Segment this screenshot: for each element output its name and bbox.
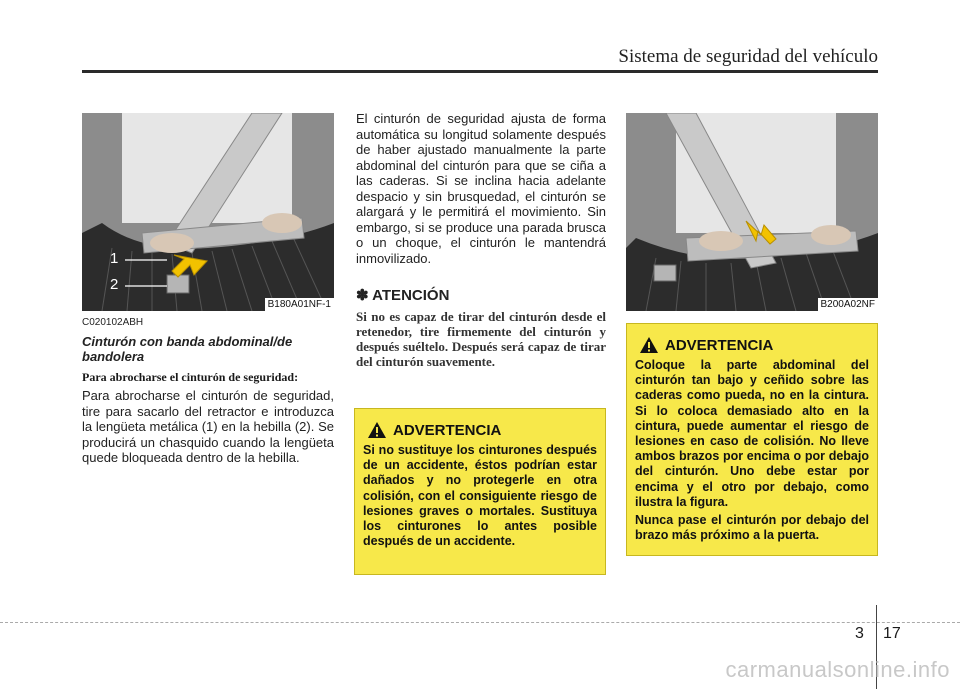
figure-code: B180A01NF-1 — [265, 298, 334, 311]
warning-text-2: Nunca pase el cinturón por debajo del brazo más próximo a la puerta. — [635, 513, 869, 543]
footer-dashed-line — [0, 622, 960, 623]
attention-title: ✽ ATENCIÓN — [356, 287, 450, 304]
seatbelt-position-photo — [626, 113, 878, 311]
section-paragraph: Para abrocharse el cinturón de seguridad, tire para sacarlo del retractor e introduzca la lengüeta metálica (1) en la hebilla (2). Se producirá un chasquido cuando la lengüeta quede bloqueada dentro de la hebilla. — [82, 388, 334, 465]
section-code: C020102ABH — [82, 317, 144, 328]
chapter-number: 3 — [855, 625, 864, 642]
left-column — [82, 317, 334, 466]
page-number: 17 — [883, 625, 901, 642]
warning-text-1: Coloque la parte abdominal del cinturón tan bajo y ceñido sobre las caderas como pueda, no en la cintura. Si lo coloca demasiado alto en la cintura, puede aumentar el riesgo de lesiones en caso de colisión. No lleve ambos brazos por encima o por debajo del cinturón. Uno debe estar por encima y el otro por debajo, como ilustra la figura. — [635, 358, 869, 509]
watermark: carmanualsonline.info — [725, 657, 950, 682]
attention-text: Si no es capaz de tirar del cinturón desde el retenedor, tire firmemente del cinturón y después suéltelo. Después será capaz de tirar del cinturón suavemente. — [356, 309, 606, 369]
warning-title: ADVERTENCIA — [665, 336, 774, 354]
section-subtitle: Cinturón con banda abdominal/de bandolera — [82, 334, 293, 364]
warning-box-right — [626, 323, 878, 556]
warning-title: ADVERTENCIA — [393, 421, 502, 439]
section-heading: Para abrocharse el cinturón de seguridad: — [82, 370, 299, 384]
page-header-title: Sistema de seguridad del vehículo — [618, 46, 878, 67]
warning-triangle-icon — [367, 421, 387, 439]
warning-triangle-icon — [639, 336, 659, 354]
callout-label-1: 1 — [110, 250, 119, 267]
warning-box-left — [354, 408, 606, 575]
warning-text: Si no sustituye los cinturones después de un accidente, éstos podrían estar dañados y no protegerle en otra colisión, con el consiguiente riesgo de lesiones graves o mortales. Sustituya los cinturones lo antes posible después de un accidente. — [363, 443, 597, 549]
figure-code: B200A02NF — [818, 298, 878, 311]
callout-label-2: 2 — [110, 276, 119, 293]
header-rule — [82, 70, 878, 73]
middle-column — [356, 111, 606, 369]
middle-paragraph: El cinturón de seguridad ajusta de forma automática su longitud solamente después de haber ajustado manualmente la parte abdominal del cinturón para que se ciña a las caderas. Si se inclina hacia adelante despacio y sin brusquedad, el cinturón se alargará y le permitirá el movimiento. Sin embargo, si se produce una parada brusca o un choque, el cinturón le mantendrá inmovilizado. — [356, 111, 606, 266]
seatbelt-buckling-photo — [82, 113, 334, 311]
